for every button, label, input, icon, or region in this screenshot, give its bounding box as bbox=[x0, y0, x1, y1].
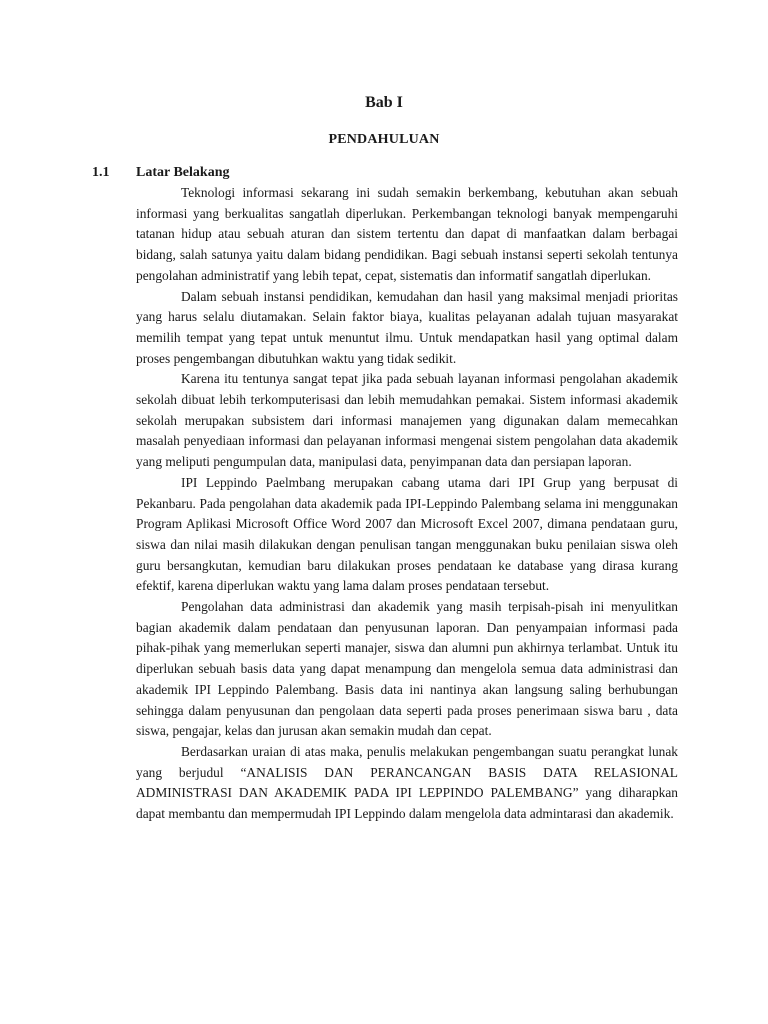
chapter-title: Bab I bbox=[365, 94, 403, 111]
section-body bbox=[136, 183, 678, 825]
paragraph: IPI Leppindo Paelmbang merupakan cabang utama dari IPI Grup yang berpusat di Pekanbaru. Pada pengolahan data akademik pada IPI-Leppindo Palembang selama ini menggunakan Program Aplikasi Microsoft Office Word 2007 dan Microsoft Excel 2007, dimana pendataan guru, siswa dan nilai masih dilakukan dengan penulisan tangan menggunakan buku penilaian siswa oleh guru bersangkutan, kemudian baru dilakukan proses pendataan ke database yang dirasa kurang efektif, karena diperlukan waktu yang lama dalam proses pendataan tersebut. bbox=[136, 474, 678, 594]
paragraph: Pengolahan data administrasi dan akademik yang masih terpisah-pisah ini menyulitkan bagian akademik dalam pendataan dan penyusunan laporan. Dan penyampaian informasi pada pihak-pihak yang memerlukan seperti manajer, siswa dan alumni pun akhirnya terlambat. Untuk itu diperlukan sebuah basis data yang dapat menampung dan mengelola semua data administrasi dan akademik IPI Leppindo Palembang. Basis data ini nantinya akan langsung saling berhubungan sehingga dalam penyusunan dan pengolaan data seperti pada proses penerimaan siswa baru , data siswa, pengajar, kelas dan jurusan akan semakin mudah dan cepat. bbox=[136, 599, 678, 739]
section-title: Latar Belakang bbox=[136, 165, 230, 180]
paragraph: Teknologi informasi sekarang ini sudah semakin berkembang, kebutuhan akan sebuah informasi yang berkualitas sangatlah diperlukan. Perkembangan teknologi banyak mempengaruhi tatanan hidup atau sebuah aturan dan sistem tertentu dan dapat di manfaatkan dalam berbagai bidang, salah satunya yaitu dalam bidang pendidikan. Bagi sebuah instansi seperti sekolah tentunya pengolahan administratif yang lebih tepat, cepat, sistematis dan informatif sangatlah diperlukan. bbox=[136, 185, 678, 283]
paragraph: Dalam sebuah instansi pendidikan, kemudahan dan hasil yang maksimal menjadi prioritas yang harus selalu diutamakan. Selain faktor biaya, kualitas pelayanan adalah tujuan masyarakat memilih tempat yang tepat untuk menuntut ilmu. Untuk mendapatkan hasil yang optimal dalam proses pengembangan dibutuhkan waktu yang tidak sedikit. bbox=[136, 288, 678, 366]
section-heading bbox=[92, 163, 692, 183]
section-number: 1.1 bbox=[92, 165, 110, 180]
paragraph: Berdasarkan uraian di atas maka, penulis melakukan pengembangan suatu perangkat lunak yang berjudul “ANALISIS DAN PERANCANGAN BASIS DATA RELASIONAL ADMINISTRASI DAN AKADEMIK PADA IPI LEPPINDO PALEMBANG” yang diharapkan dapat membantu dan mempermudah IPI Leppindo dalam mengelola data admintarasi dan akademik. bbox=[136, 743, 678, 822]
paragraph: Karena itu tentunya sangat tepat jika pada sebuah layanan informasi pengolahan akademik sekolah dibuat lebih terkomputerisasi dan lebih memudahkan pemakai. Sistem informasi akademik sekolah merupakan subsistem dari informasi manajemen yang digunakan dalam memecahkan masalah penyediaan informasi dan pelayanan informasi mengenai sistem pengolahan data akademik yang meliputi pengumpulan data, manipulasi data, penyimpanan data dan persiapan laporan. bbox=[136, 371, 678, 470]
chapter-subtitle: PENDAHULUAN bbox=[328, 132, 440, 147]
